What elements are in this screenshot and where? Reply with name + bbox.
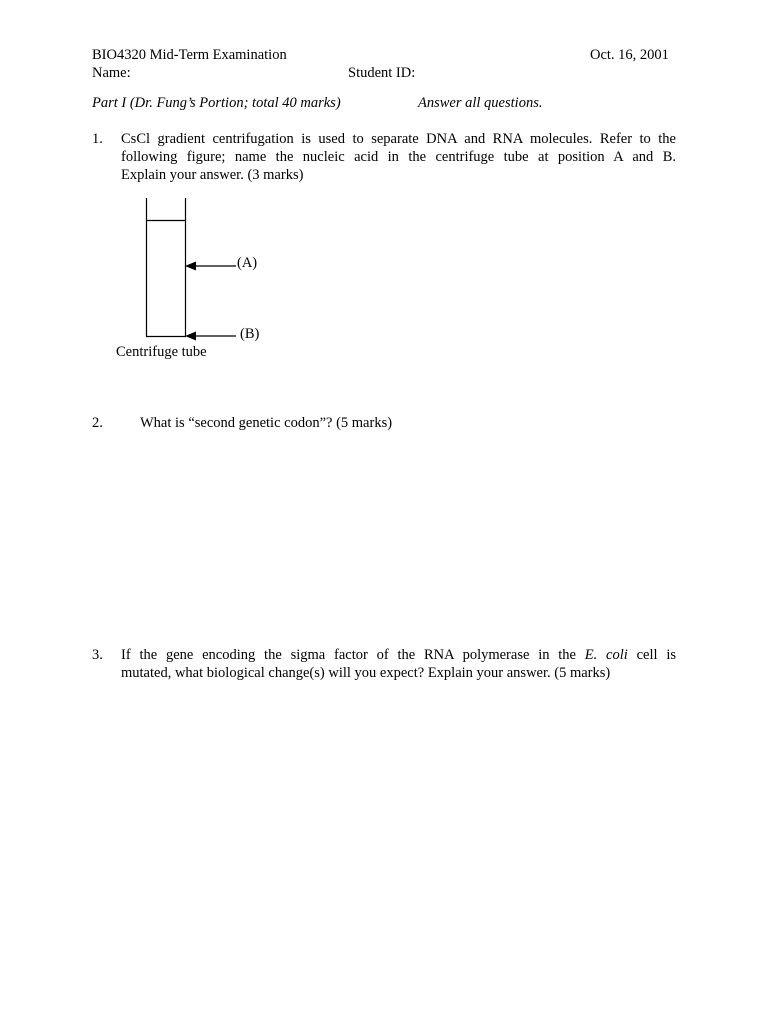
centrifuge-tube [146, 198, 186, 337]
part-title-text: Part I (Dr. Fung’s Portion; total 40 marks) [92, 95, 341, 111]
label-a: (A) [237, 255, 258, 271]
question-3-number: 3. [92, 647, 103, 663]
question-1-line-1: CsCl gradient centrifugation is used to separate DNA and RNA molecules. Refer to the [121, 131, 676, 147]
question-2-text: What is “second genetic codon”? (5 marks) [140, 415, 393, 431]
question-3-line-1 [121, 646, 676, 664]
arrow-b-head [185, 332, 196, 341]
student-id-label: Student ID: [348, 65, 416, 81]
arrow-b [185, 332, 236, 341]
question-1-number: 1. [92, 131, 103, 147]
question-3-line-1-pre: If the gene encoding the sigma factor of the RNA polymerase in the [121, 647, 576, 663]
question-3-line-2: mutated, what biological change(s) will you expect? Explain your answer. (5 marks) [121, 665, 611, 681]
question-3-text [121, 646, 676, 682]
figure-caption: Centrifuge tube [116, 344, 207, 360]
question-1-line-2: following figure; name the nucleic acid in the centrifuge tube at position A and B. [121, 149, 676, 165]
question-3-line-1-post: cell is [636, 647, 677, 663]
question-1-line-3: Explain your answer. (3 marks) [121, 167, 304, 183]
name-label: Name: [92, 65, 131, 81]
question-2-number: 2. [92, 415, 103, 431]
arrow-a [185, 262, 236, 271]
exam-date: Oct. 16, 2001 [590, 47, 669, 63]
exam-title: BIO4320 Mid-Term Examination [92, 47, 287, 63]
label-b: (B) [240, 326, 260, 342]
arrow-a-head [185, 262, 196, 271]
part-instruction-text: Answer all questions. [418, 95, 543, 111]
ecoli-italic: E. coli [584, 647, 628, 663]
